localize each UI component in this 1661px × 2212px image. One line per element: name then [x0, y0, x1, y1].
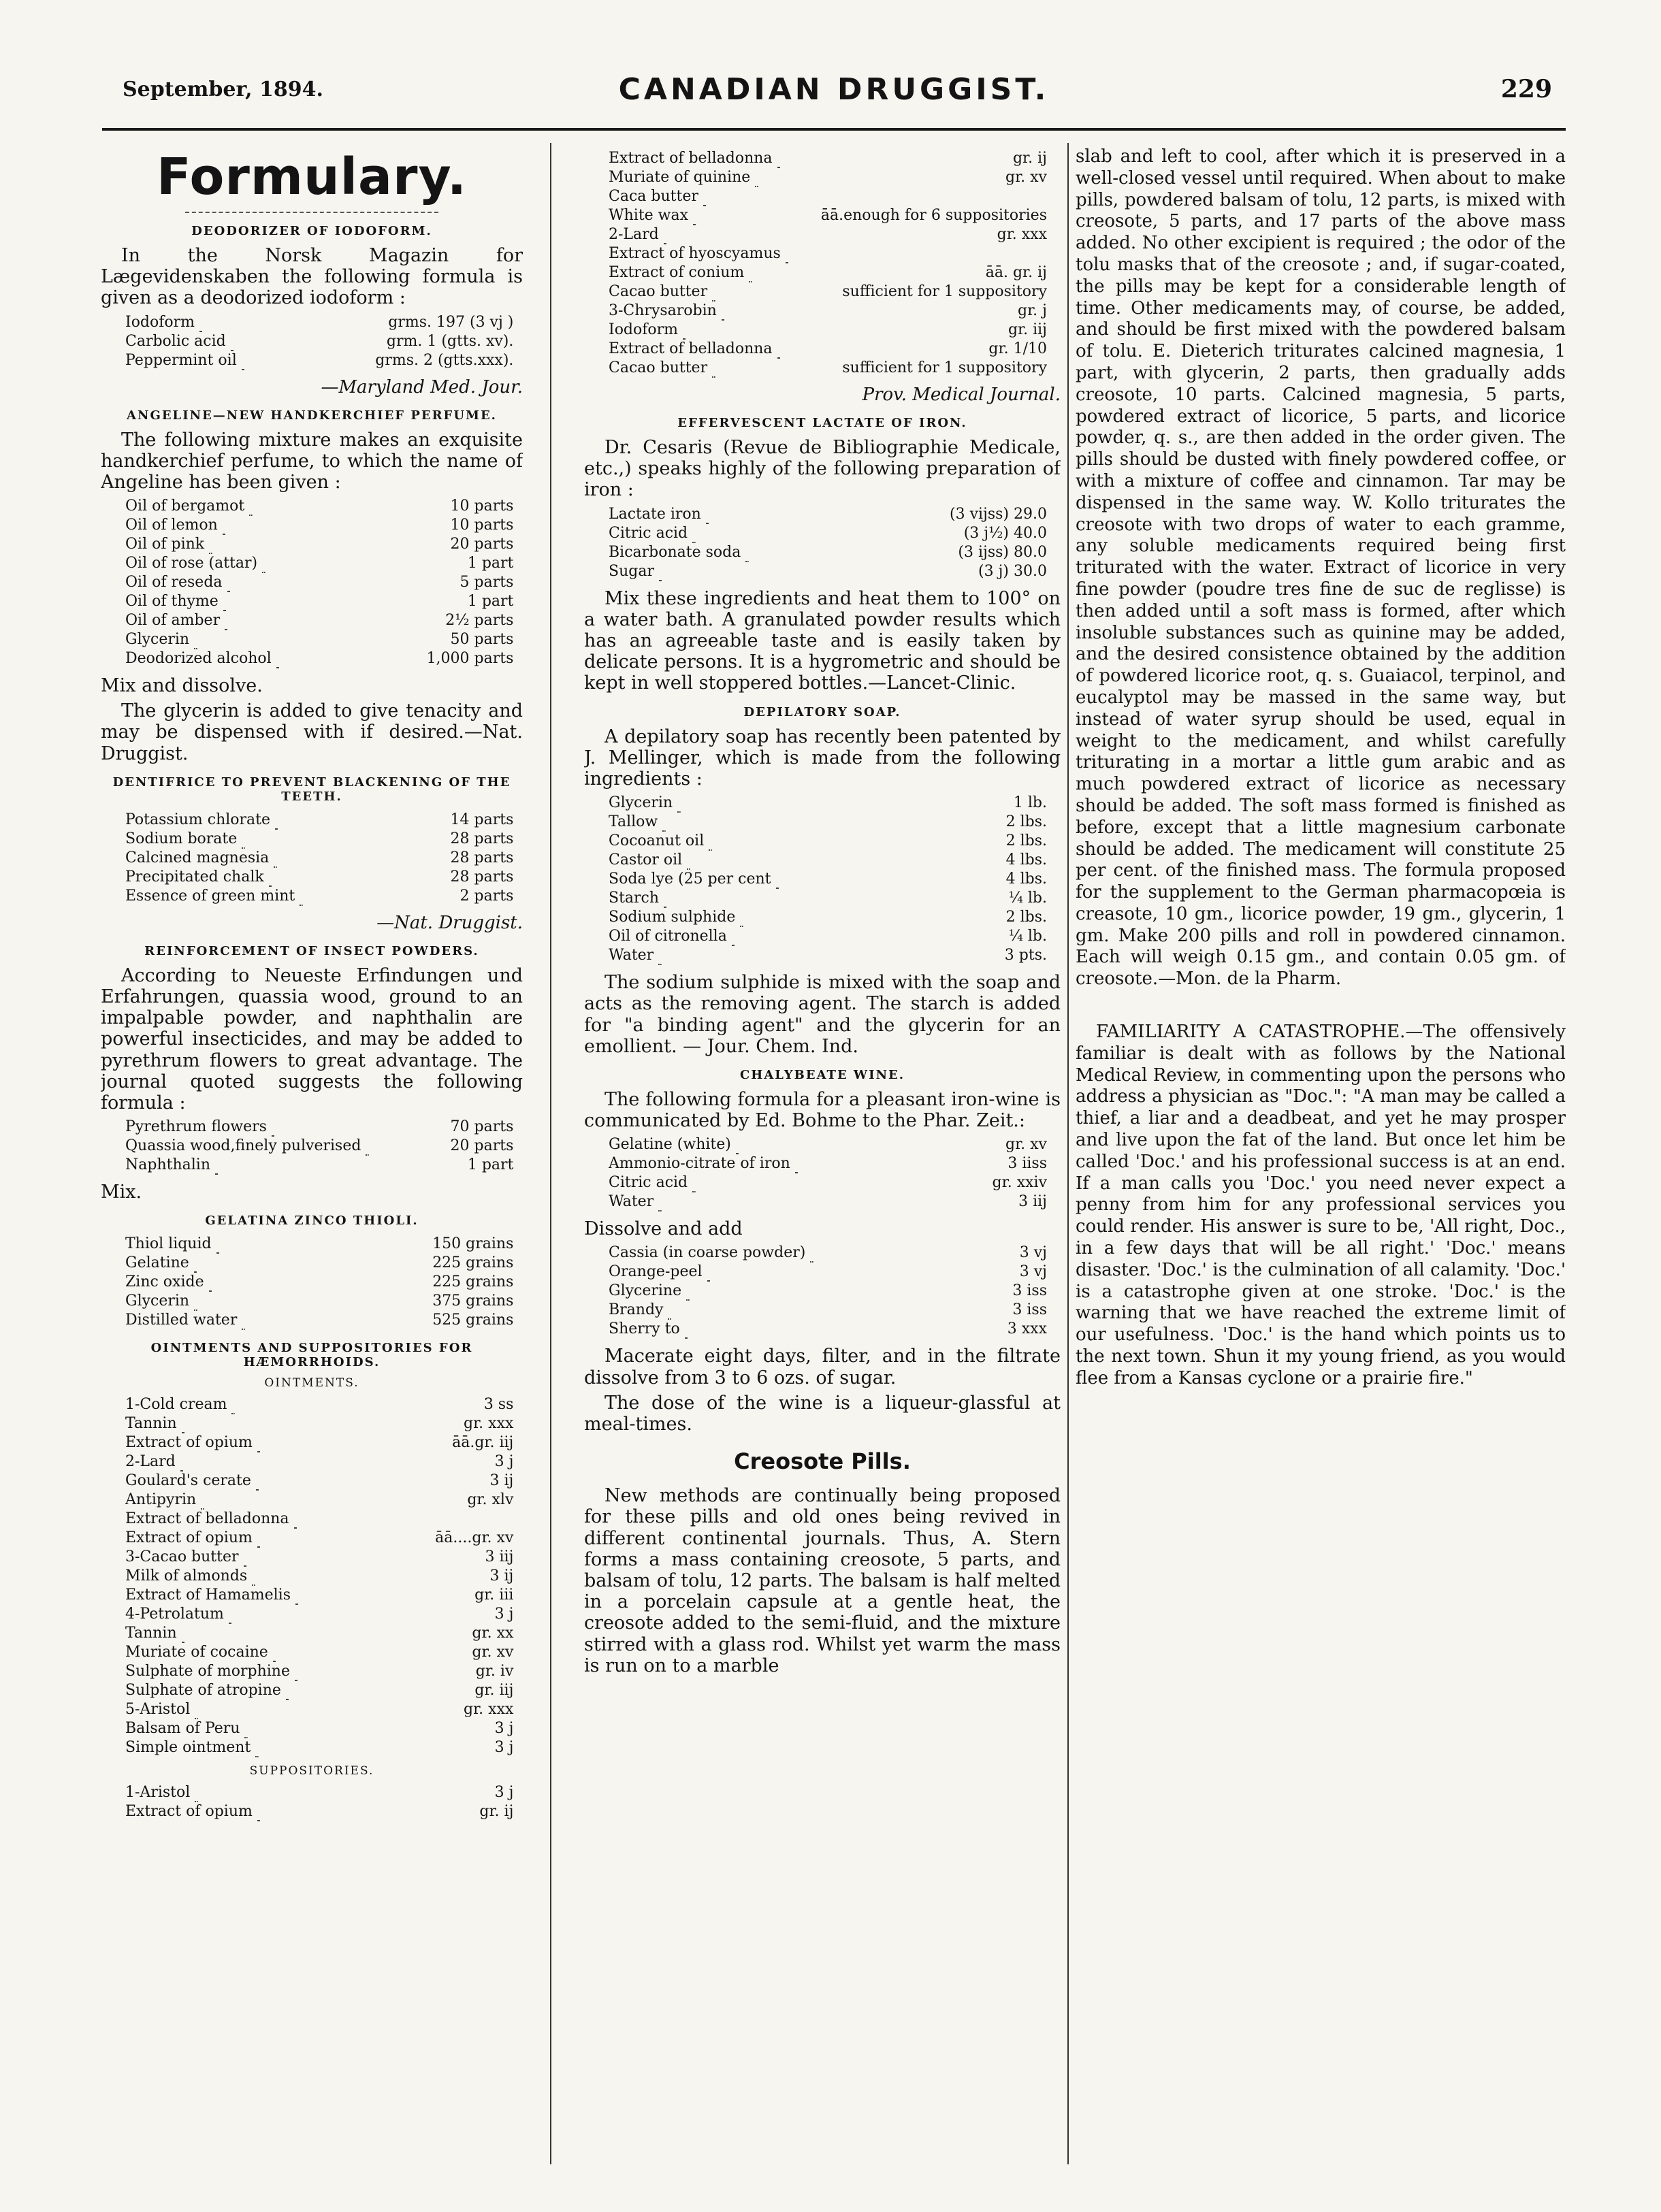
ingredient-name: Zinc oxide [125, 1273, 427, 1292]
ingredient-row [125, 497, 513, 516]
ingredient-row [125, 592, 513, 611]
ingredient-amount: gr. xv [1005, 1136, 1047, 1154]
ingredient-amount: 3 xxx [1007, 1320, 1047, 1338]
ingredient-row [125, 1395, 513, 1414]
ingredient-name: Gelatine (white) [609, 1135, 987, 1154]
ingredient-row [609, 187, 1047, 206]
ingredient-name: Cacao butter [609, 282, 816, 302]
ingredient-amount: 70 parts [450, 1118, 514, 1136]
ingredient-name: Potassium chlorate [125, 811, 445, 830]
ingredient-amount: grms. 2 (gtts.xxx). [375, 351, 514, 369]
ingredient-amount: gr. xv [1005, 169, 1047, 186]
page-header [102, 71, 1566, 105]
formula-subheading: SUPPOSITORIES. [249, 1764, 374, 1778]
ingredient-row [125, 1491, 513, 1510]
formula-heading: DEPILATORY SOAP. [743, 704, 901, 719]
ingredient-name: Peppermint oil [125, 351, 370, 370]
ingredient-amount: 3 iss [1012, 1301, 1047, 1319]
ingredient-name: Extract of hyoscyamus [609, 244, 816, 263]
ingredient-name: Extract of opium [125, 1529, 430, 1548]
ingredient-amount: 20 parts [450, 1137, 514, 1155]
formula-table [609, 794, 1047, 965]
ingredient-name: Sugar [609, 562, 944, 581]
ingredient-name: 2-Lard [125, 1452, 430, 1471]
ingredient-row [125, 868, 513, 887]
ingredient-row [125, 1802, 513, 1821]
title-rule [185, 212, 438, 213]
ingredient-row [609, 794, 1047, 813]
ingredient-row [609, 908, 1047, 927]
formula-heading: OINTMENTS AND SUPPOSITORIES FOR HÆMORRHOIDS. [150, 1341, 473, 1370]
ingredient-row [609, 505, 1047, 524]
ingredient-name: Glycerin [125, 1292, 427, 1311]
ingredient-row [125, 611, 513, 630]
ingredient-row [125, 887, 513, 906]
ingredient-row [125, 811, 513, 830]
ingredient-name: Precipitated chalk [125, 868, 445, 887]
ingredient-name: Thiol liquid [125, 1235, 427, 1254]
ingredient-name: Caca butter [609, 187, 816, 206]
header-rule [102, 128, 1566, 131]
ingredient-amount: 525 grains [432, 1312, 514, 1329]
ingredient-row [609, 263, 1047, 282]
ingredient-name: Orange-peel [609, 1263, 1002, 1282]
ingredient-row [609, 1154, 1047, 1173]
ingredient-row [609, 225, 1047, 244]
ingredient-amount: 10 parts [450, 498, 514, 515]
ingredient-name: Sulphate of atropine [125, 1681, 430, 1700]
ingredient-name: White wax [609, 206, 816, 225]
ingredient-name: Iodoform [609, 321, 816, 340]
ingredient-row [125, 1783, 513, 1802]
ingredient-row [609, 168, 1047, 187]
formula-direction: Mix. [101, 1182, 142, 1203]
ingredient-row [125, 830, 513, 849]
article-text: New methods are continually being proposed for these pills and old ones being revived in different continental journals. Thus, A. Stern forms a mass containing creosote, 5 parts, and balsam of tolu, 12 parts. The balsam is half melted in a porcelain capsule at a gentle heat, the creosote added to the semi-fluid, and the mixture stirred with a glass rod. Whilst yet warm the mass is run on to a marble [584, 1485, 1061, 1676]
formula-heading: DENTIFRICE TO PREVENT BLACKENING OF THE TEETH. [112, 775, 511, 804]
ingredient-row [609, 889, 1047, 908]
formula-table [609, 149, 1047, 378]
ingredient-amount: (3 vijss) 29.0 [950, 505, 1047, 523]
ingredient-name: Extract of Hamamelis [125, 1586, 430, 1605]
ingredient-name: Sodium borate [125, 830, 445, 849]
ingredient-name: Glycerine [609, 1282, 1002, 1301]
formula-text: The dose of the wine is a liqueur-glassful at meal-times. [584, 1392, 1061, 1435]
ingredient-row [125, 1567, 513, 1586]
ingredient-amount: gr. iii [474, 1587, 514, 1604]
ingredient-name: Extract of opium [125, 1802, 474, 1821]
ingredient-amount: 150 grains [432, 1235, 514, 1253]
ingredient-amount: ¼ lb. [1008, 890, 1047, 907]
ingredient-amount: gr. ij [1012, 150, 1047, 167]
ingredient-amount: 3 vj [1019, 1244, 1047, 1262]
ingredient-name: 1-Aristol [125, 1783, 474, 1802]
ingredient-name: Tannin [125, 1624, 430, 1643]
ingredient-name: Iodoform [125, 313, 370, 332]
ingredient-row [125, 1624, 513, 1643]
ingredient-amount: 1 part [467, 593, 514, 611]
ingredient-name: Calcined magnesia [125, 849, 445, 868]
ingredient-name: Antipyrin [125, 1491, 430, 1510]
ingredient-amount: 2 lbs. [1005, 832, 1047, 850]
ingredient-amount: āā.enough for 6 suppositories [820, 207, 1047, 224]
ingredient-amount: āā.gr. iij [452, 1434, 514, 1452]
ingredient-row [125, 1137, 513, 1156]
ingredient-name: Gelatine [125, 1254, 427, 1273]
page-number: 229 [1500, 75, 1552, 103]
formula-table [609, 505, 1047, 581]
formula-table [125, 1783, 513, 1821]
ingredient-name: Oil of lemon [125, 516, 421, 535]
ingredient-name: 1-Cold cream [125, 1395, 430, 1414]
ingredient-name: Sulphate of morphine [125, 1662, 430, 1681]
ingredient-row [609, 340, 1047, 359]
ingredient-row [609, 851, 1047, 870]
ingredient-row [609, 543, 1047, 562]
ingredient-name: Extract of belladonna [609, 340, 816, 359]
article-title: Creosote Pills. [734, 1448, 911, 1475]
ingredient-name: Distilled water [125, 1311, 427, 1330]
ingredient-row [609, 562, 1047, 581]
ingredient-row [125, 1586, 513, 1605]
ingredient-amount [430, 1510, 513, 1529]
ingredient-amount: 3 iij [1018, 1193, 1047, 1211]
ingredient-row [125, 1414, 513, 1433]
ingredient-row [125, 1700, 513, 1719]
formula-text: According to Neueste Erfindungen und Erfahrungen, quassia wood, ground to an impalpable powder, and naphthalin are powerful insecticides, and may be added to pyrethrum flowers to great advantage. The journal quoted suggests the following formula : [101, 964, 523, 1114]
ingredient-amount: 3 j [494, 1739, 514, 1757]
ingredient-row [125, 1643, 513, 1662]
ingredient-row [125, 554, 513, 573]
ingredient-row [125, 649, 513, 668]
ingredient-amount: 20 parts [450, 536, 514, 553]
formula-table [125, 313, 513, 370]
ingredient-row [609, 524, 1047, 543]
ingredient-row [125, 1292, 513, 1311]
formula-intro: A depilatory soap has recently been patented by J. Mellinger, which is made from the following ingredients : [584, 726, 1061, 790]
ingredient-row [125, 1681, 513, 1700]
ingredient-name: Soda lye (25 per cent [609, 870, 999, 889]
formula-table [609, 1135, 1047, 1211]
ingredient-name: Muriate of quinine [609, 168, 816, 187]
ingredient-amount: 3 ij [489, 1472, 514, 1490]
ingredient-amount: 1,000 parts [426, 650, 514, 668]
ingredient-row [125, 332, 513, 351]
column-divider [1067, 143, 1069, 2164]
ingredient-row [609, 870, 1047, 889]
formula-intro: The following formula for a pleasant iron-wine is communicated by Ed. Bohme to the Phar. Zeit.: [584, 1089, 1061, 1132]
ingredient-amount: gr. xxx [464, 1415, 514, 1433]
formula-heading: EFFERVESCENT LACTATE OF IRON. [677, 416, 967, 430]
publication-title: CANADIAN DRUGGIST. [618, 72, 1050, 107]
ingredient-amount [816, 187, 1047, 206]
formula-source: Prov. Medical Journal. [862, 385, 1061, 405]
ingredient-name: Water [609, 946, 999, 965]
ingredient-row [609, 206, 1047, 225]
formula-heading: GELATINA ZINCO THIOLI. [205, 1214, 419, 1229]
issue-date: September, 1894. [123, 78, 323, 101]
ingredient-amount: 3 pts. [1004, 947, 1047, 964]
ingredient-row [609, 1135, 1047, 1154]
ingredient-name: Deodorized alcohol [125, 649, 421, 668]
ingredient-row [125, 1433, 513, 1452]
ingredient-name: Oil of citronella [609, 927, 999, 946]
ingredient-row [125, 1719, 513, 1738]
formula-text: The sodium sulphide is mixed with the soap and acts as the removing agent. The starch is added for "a binding agent" and the glycerin for an emollient. — Jour. Chem. Ind. [584, 972, 1061, 1057]
ingredient-amount: gr. iij [1007, 321, 1047, 338]
ingredient-amount: 3 j [494, 1720, 514, 1738]
ingredient-amount: 28 parts [450, 849, 514, 866]
ingredient-name: Sodium sulphide [609, 908, 999, 927]
ingredient-name: 2-Lard [609, 225, 816, 244]
ingredient-name: Balsam of Peru [125, 1719, 430, 1738]
ingredient-row [609, 927, 1047, 946]
ingredient-row [125, 1254, 513, 1273]
ingredient-row [125, 573, 513, 592]
ingredient-row [125, 1235, 513, 1254]
ingredient-row [609, 1320, 1047, 1339]
ingredient-row [609, 832, 1047, 851]
ingredient-amount: gr. j [1018, 302, 1047, 319]
ingredient-amount: gr. ij [479, 1803, 514, 1821]
ingredient-row [609, 1192, 1047, 1211]
formula-source: —Nat. Druggist. [376, 912, 523, 933]
ingredient-row [125, 1738, 513, 1757]
ingredient-amount [816, 244, 1047, 263]
column-1 [101, 146, 523, 2161]
formula-text: Macerate eight days, filter, and in the filtrate dissolve from 3 to 6 ozs. of sugar. [584, 1346, 1061, 1388]
formula-table [609, 1243, 1047, 1339]
ingredient-row [125, 1452, 513, 1471]
ingredient-name: Oil of reseda [125, 573, 421, 592]
ingredient-amount: 28 parts [450, 830, 514, 847]
formula-text: Mix these ingredients and heat them to 100° on a water bath. A granulated powder results which has an agreeable taste and is easily taken by delicate persons. It is a hygrometric and should be kept in well stoppered bottles.—Lancet-Clinic. [584, 587, 1061, 694]
ingredient-row [609, 1243, 1047, 1263]
ingredient-name: Muriate of cocaine [125, 1643, 430, 1662]
ingredient-amount: 375 grains [432, 1292, 514, 1310]
ingredient-row [125, 1471, 513, 1491]
ingredient-name: Brandy [609, 1301, 1002, 1320]
ingredient-row [609, 1263, 1047, 1282]
ingredient-amount: 28 parts [450, 868, 514, 885]
ingredient-name: 4-Petrolatum [125, 1605, 430, 1624]
ingredient-amount: 4 lbs. [1005, 851, 1047, 869]
ingredient-row [125, 1548, 513, 1567]
ingredient-row [125, 1605, 513, 1624]
column-2 [584, 146, 1061, 2175]
ingredient-amount: gr. iv [475, 1663, 514, 1680]
ingredient-amount: 5 parts [459, 574, 514, 591]
ingredient-row [609, 302, 1047, 321]
ingredient-amount: gr. xxx [997, 226, 1047, 243]
ingredient-name: Essence of green mint [125, 887, 445, 906]
ingredient-name: Cacao butter [609, 359, 816, 378]
ingredient-amount: ¼ lb. [1008, 928, 1047, 945]
ingredient-amount: 3 j [494, 1453, 514, 1471]
ingredient-name: Cassia (in coarse powder) [609, 1243, 1002, 1263]
ingredient-amount: 225 grains [432, 1254, 514, 1272]
ingredient-row [125, 1273, 513, 1292]
formula-heading: DEODORIZER OF IODOFORM. [191, 224, 432, 238]
ingredient-row [125, 1662, 513, 1681]
ingredient-name: Extract of conium [609, 263, 816, 282]
ingredient-row [125, 351, 513, 370]
article-text: FAMILIARITY A CATASTROPHE.—The offensively familiar is dealt with as follows by the National Medical Review, in commenting upon the persons who address a physician as "Doc.": "A man may be called a thief, a liar and a deadbeat, and yet he may prosper and live upon the fat of the land. But once let him be called 'Doc.' and his professional success is at an end. If a man calls you 'Doc.' you need never expect a penny from him for any professional services you could render. His answer is sure to be, 'All right, Doc., in a few days that will be all right.' 'Doc.' means disaster. 'Doc.' is the culmination of all calamity. 'Doc.' is a catastrophe given at one stroke. 'Doc.' is the warning that we have reached the extreme limit of our usefulness. 'Doc.' is the hand which points us to the next town. Shun it my young friend, as you would flee from a Kansas cyclone or a prairie fire." [1076, 1022, 1566, 1388]
ingredient-row [125, 535, 513, 554]
ingredient-name: Citric acid [609, 524, 944, 543]
ingredient-name: 3-Chrysarobin [609, 302, 816, 321]
ingredient-name: Tannin [125, 1414, 430, 1433]
ingredient-amount: 225 grains [432, 1273, 514, 1291]
ingredient-amount: 4 lbs. [1005, 871, 1047, 888]
ingredient-amount: gr. xx [472, 1625, 514, 1642]
ingredient-name: Tallow [609, 813, 999, 832]
ingredient-amount: 3 ij [489, 1567, 514, 1585]
ingredient-row [125, 630, 513, 649]
ingredient-name: Goulard's cerate [125, 1471, 430, 1491]
ingredient-amount: 10 parts [450, 517, 514, 534]
formula-table [125, 497, 513, 668]
ingredient-name: Oil of amber [125, 611, 421, 630]
ingredient-name: Extract of belladonna [125, 1510, 430, 1529]
ingredient-name: Quassia wood,finely pulverised [125, 1137, 445, 1156]
ingredient-amount: gr. iij [474, 1682, 514, 1699]
ingredient-amount: 50 parts [450, 631, 514, 649]
ingredient-amount: 2½ parts [445, 612, 514, 630]
ingredient-name: Oil of thyme [125, 592, 421, 611]
ingredient-name: 3-Cacao butter [125, 1548, 430, 1567]
ingredient-name: Glycerin [125, 630, 421, 649]
ingredient-row [125, 1529, 513, 1548]
ingredient-row [609, 1301, 1047, 1320]
ingredient-row [125, 1118, 513, 1137]
ingredient-name: Naphthalin [125, 1156, 445, 1175]
ingredient-row [609, 282, 1047, 302]
ingredient-amount: 3 j [494, 1784, 514, 1802]
ingredient-amount: 3 j [494, 1606, 514, 1623]
ingredient-name: Castor oil [609, 851, 999, 870]
ingredient-amount: 2 lbs. [1005, 813, 1047, 831]
ingredient-amount: (3 ijss) 80.0 [958, 543, 1047, 561]
ingredient-name: Oil of rose (attar) [125, 554, 421, 573]
ingredient-row [125, 1156, 513, 1175]
ingredient-amount: grm. 1 (gtts. xv). [386, 332, 514, 350]
formula-heading: ANGELINE—NEW HANDKERCHIEF PERFUME. [127, 408, 497, 423]
ingredient-row [609, 321, 1047, 340]
ingredient-row [125, 516, 513, 535]
formula-source: —Maryland Med. Jour. [321, 376, 523, 397]
ingredient-amount: sufficient for 1 suppository [842, 359, 1047, 376]
ingredient-name: Extract of belladonna [609, 149, 816, 168]
ingredient-name: Carbolic acid [125, 332, 370, 351]
formula-table [125, 1395, 513, 1757]
ingredient-amount: 14 parts [450, 811, 514, 828]
formula-table [125, 1118, 513, 1175]
ingredient-name: Glycerin [609, 794, 999, 813]
section-title: Formulary. [156, 148, 468, 206]
formula-table [125, 811, 513, 906]
ingredient-name: Lactate iron [609, 505, 944, 524]
ingredient-name: Extract of opium [125, 1433, 430, 1452]
ingredient-row [609, 813, 1047, 832]
ingredient-amount: (3 j½) 40.0 [963, 524, 1047, 542]
ingredient-amount: 3 vj [1019, 1263, 1047, 1281]
ingredient-row [125, 1510, 513, 1529]
column-3 [1076, 146, 1566, 2175]
ingredient-amount: (3 j) 30.0 [978, 562, 1047, 580]
formula-intro: In the Norsk Magazin for Lægevidenskaben the following formula is given as a deodorized iodoform : [101, 245, 523, 309]
formula-heading: CHALYBEATE WINE. [739, 1068, 905, 1083]
ingredient-amount: gr. xlv [467, 1491, 514, 1509]
ingredient-name: Pyrethrum flowers [125, 1118, 445, 1137]
ingredient-amount: gr. xxx [464, 1701, 514, 1719]
ingredient-amount: grms. 197 (3 vj ) [388, 313, 514, 331]
ingredient-amount: 1 part [467, 555, 514, 572]
ingredient-name: Simple ointment [125, 1738, 430, 1757]
ingredient-amount: 1 lb. [1013, 794, 1047, 812]
ingredient-name: Oil of bergamot [125, 497, 421, 516]
ingredient-name: Ammonio-citrate of iron [609, 1154, 987, 1173]
formula-heading: REINFORCEMENT OF INSECT POWDERS. [144, 943, 479, 958]
ingredient-row [609, 149, 1047, 168]
ingredient-amount: 3 iij [485, 1548, 514, 1566]
ingredient-row [125, 849, 513, 868]
ingredient-name: Oil of pink [125, 535, 421, 554]
ingredient-row [609, 946, 1047, 965]
ingredient-name: Water [609, 1192, 987, 1211]
ingredient-amount: 3 iiss [1007, 1155, 1047, 1173]
ingredient-name: 5-Aristol [125, 1700, 430, 1719]
ingredient-amount: gr. 1/10 [988, 340, 1047, 357]
ingredient-name: Bicarbonate soda [609, 543, 944, 562]
ingredient-name: Cocoanut oil [609, 832, 999, 851]
formula-intro: Dr. Cesaris (Revue de Bibliographie Medicale, etc.,) speaks highly of the following preparation of iron : [584, 437, 1061, 501]
formula-note: The glycerin is added to give tenacity and may be dispensed with if desired.—Nat. Druggist. [101, 700, 523, 764]
ingredient-row [609, 1282, 1047, 1301]
column-divider [550, 143, 551, 2164]
ingredient-row [609, 359, 1047, 378]
ingredient-amount: 3 ss [483, 1396, 514, 1414]
ingredient-name: Sherry to [609, 1320, 1002, 1339]
ingredient-row [609, 1173, 1047, 1192]
ingredient-amount: 2 parts [459, 887, 514, 905]
formula-direction: Dissolve and add [584, 1218, 743, 1240]
ingredient-amount: 3 iss [1012, 1282, 1047, 1300]
formula-subheading: OINTMENTS. [264, 1376, 359, 1390]
ingredient-row [125, 313, 513, 332]
ingredient-amount: sufficient for 1 suppository [842, 283, 1047, 300]
formula-intro: The following mixture makes an exquisite handkerchief perfume, to which the name of Angeline has been given : [101, 429, 523, 493]
formula-table [125, 1235, 513, 1330]
ingredient-amount: āā. gr. ij [985, 264, 1047, 281]
ingredient-name: Citric acid [609, 1173, 987, 1192]
ingredient-amount: 2 lbs. [1005, 909, 1047, 926]
ingredient-row [125, 1311, 513, 1330]
ingredient-name: Starch [609, 889, 999, 908]
ingredient-amount: āā....gr. xv [435, 1529, 514, 1547]
article-text: slab and left to cool, after which it is preserved in a well-closed vessel until required. When about to make pills, powdered balsam of tolu, 12 parts, is mixed with creosote, 5 parts, and 17 parts of the above mass added. No other excipient is required ; the odor of the tolu masks that of the creosote ; and, if sugar-coated, the pills may be kept for a considerable length of time. Other medicaments may, of course, be added, and should be first mixed with the powdered balsam of tolu. E. Dieterich triturates calcined magnesia, 1 part, with glycerin, 2 parts, then gradually adds creosote, 10 parts. Calcined magnesia, 5 parts, powdered extract of licorice, 5 parts, and licorice powder, q. s., are then added in the order given. The pills should be dusted with finely powdered coffee, or with a mixture of coffee and cinnamon. Tar may be dispensed in the same way. W. Kollo triturates the creosote with two drops of water to each gramme, any soluble medicaments required being first triturated with the water. Extract of licorice in very fine powder (poudre tres fine de suc de reglisse) is then added until a soft mass is formed, after which insoluble substances such as quinine may be added, and the desired consistence obtained by the addition of powdered licorice root, q. s. Guaiacol, terpinol, and eucalyptol may be massed in the same way, but instead of water syrup should be used, equal in weight to the medicament, and whilst carefully triturating in a mortar a little gum arabic and as much powdered extract of licorice as necessary should be added. The soft mass formed is finished as before, except that a little magnesium carbonate should be added. The medicament will constitute 25 per cent. of the finished mass. The formula proposed for the supplement to the German pharmacopœia is creasote, 10 gm., licorice powder, 19 gm., glycerin, 1 gm. Make 200 pills and roll in powdered cinnamon. Each will weigh 0.15 gm., and contain 0.05 gm. of creosote.—Mon. de la Pharm. [1076, 146, 1566, 990]
formula-direction: Mix and dissolve. [101, 675, 263, 697]
ingredient-amount: gr. xxiv [992, 1174, 1047, 1192]
ingredient-name: Milk of almonds [125, 1567, 430, 1586]
ingredient-row [609, 244, 1047, 263]
ingredient-amount: 1 part [467, 1156, 514, 1174]
ingredient-amount: gr. xv [472, 1644, 514, 1661]
